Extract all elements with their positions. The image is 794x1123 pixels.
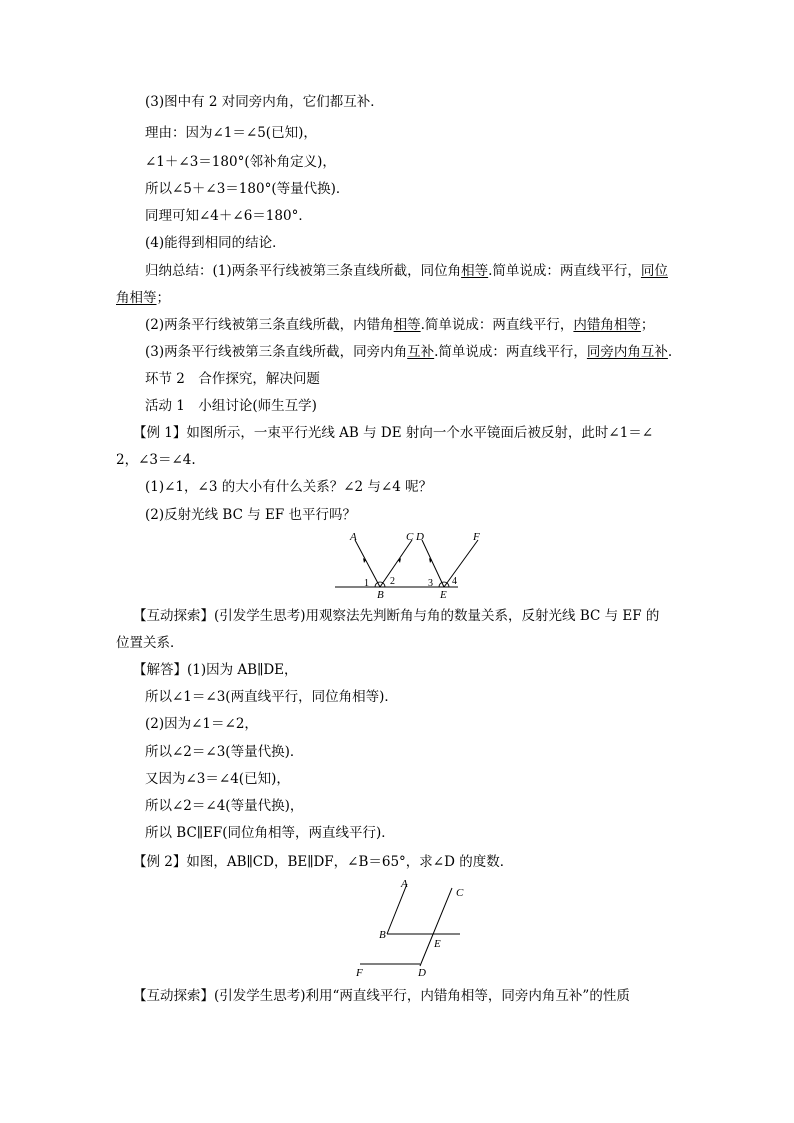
angle-label: 2: [390, 576, 395, 587]
text-line: (2)因为∠1＝∠2，: [145, 716, 258, 732]
text-span: ；: [640, 317, 655, 333]
point-label: A: [350, 531, 357, 543]
underlined-answer: 相等: [461, 263, 489, 279]
text-span: .简单说成：两直线平行，: [488, 263, 641, 279]
underlined-answer: 相等: [393, 317, 421, 333]
text-line: 所以 BC∥EF(同位角相等，两直线平行)．: [145, 825, 395, 841]
example-2-prompt: 【例 2】如图，AB∥CD，BE∥DF，∠B＝65°，求∠D 的度数．: [133, 854, 514, 870]
text-span: .简单说成：两直线平行，: [434, 344, 587, 360]
interactive-explore: 【互动探索】(引发学生思考)利用“两直线平行，内错角相等，同旁内角互补”的性质: [133, 988, 630, 1004]
question-2: (2)反射光线 BC 与 EF 也平行吗？: [145, 507, 357, 523]
angle-label: 1: [364, 578, 369, 589]
summary-line-1-cont: [116, 289, 170, 307]
text-span: .简单说成：两直线平行，: [420, 317, 574, 333]
text-line: 所以∠1＝∠3(两直线平行，同位角相等)．: [145, 689, 398, 705]
text-line: ∠1＋∠3＝180°(邻补角定义)，: [145, 154, 336, 170]
question-1: (1)∠1，∠3 的大小有什么关系？∠2 与∠4 呢？: [145, 479, 433, 495]
ray-bc: [380, 540, 412, 587]
text-line: 理由：因为∠1＝∠5(已知)，: [145, 125, 317, 141]
point-label: C: [456, 887, 464, 899]
point-label: B: [379, 929, 386, 941]
text-line: 又因为∠3＝∠4(已知)，: [145, 771, 290, 787]
parallel-lines-figure: [352, 876, 472, 980]
underlined-answer: 同位: [640, 263, 668, 279]
answer-heading: 【解答】(1)因为 AB∥DE，: [133, 662, 298, 678]
text-span: ；: [156, 290, 170, 306]
text-line: 所以∠5＋∠3＝180°(等量代换)．: [145, 181, 350, 197]
underlined-answer: 互补: [407, 344, 435, 360]
reflection-figure: [330, 530, 480, 601]
summary-line-1: [145, 262, 668, 280]
example-1-prompt: 【例 1】如图所示，一束平行光线 AB 与 DE 射向一个水平镜面后被反射，此时∠1＝∠: [133, 425, 654, 441]
interactive-explore: 【互动探索】(引发学生思考)用观察法先判断角与角的数量关系，反射光线 BC 与 EF 的: [133, 608, 660, 624]
text-line: 所以∠2＝∠3(等量代换)．: [145, 744, 304, 760]
point-label: D: [416, 531, 424, 543]
text-line: (4)能得到相同的结论．: [145, 235, 286, 251]
text-line: 位置关系．: [116, 635, 184, 651]
underlined-answer: 角相等: [116, 290, 157, 306]
underlined-answer: 同旁内角互补: [586, 344, 668, 360]
point-label: D: [418, 967, 426, 979]
summary-line-2: [145, 316, 654, 334]
underlined-answer: 内错角相等: [573, 317, 641, 333]
point-label: A: [401, 878, 408, 890]
angle-label: 3: [428, 578, 433, 589]
point-label: E: [434, 938, 441, 950]
text-span: 归纳总结：(1)两条平行线被第三条直线所截，同位角: [145, 263, 462, 279]
ray-de: [422, 540, 444, 587]
text-line: 所以∠2＝∠4(等量代换)，: [145, 798, 304, 814]
point-label: F: [473, 531, 480, 543]
text-line: (3)图中有 2 对同旁内角，它们都互补．: [145, 94, 384, 110]
text-line: 同理可知∠4＋∠6＝180°．: [145, 208, 312, 224]
ray-ef: [444, 540, 478, 587]
text-span: .: [667, 344, 673, 360]
point-label: B: [377, 589, 384, 601]
line-cd: [420, 888, 452, 966]
point-label: F: [356, 967, 363, 979]
point-label: C: [406, 531, 414, 543]
activity-heading: 活动 1 小组讨论(师生互学): [145, 398, 317, 414]
text-span: (2)两条平行线被第三条直线所截，内错角: [145, 317, 394, 333]
text-span: (3)两条平行线被第三条直线所截，同旁内角: [145, 344, 408, 360]
line-ab: [387, 884, 407, 934]
summary-line-3: [145, 343, 672, 361]
section-heading: 环节 2 合作探究，解决问题: [145, 371, 320, 387]
point-label: E: [440, 589, 447, 601]
text-line: 2，∠3＝∠4.: [116, 452, 196, 468]
angle-label: 4: [452, 576, 457, 587]
